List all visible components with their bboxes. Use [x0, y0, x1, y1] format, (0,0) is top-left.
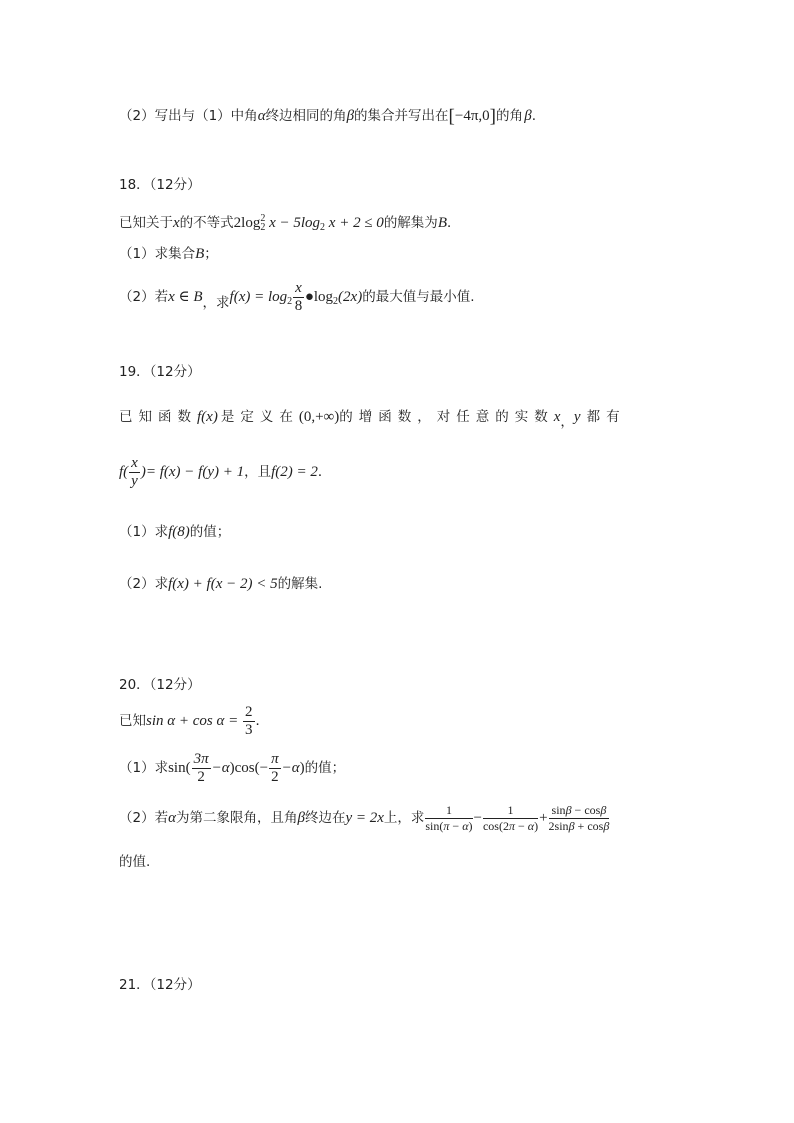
- log-base: 2: [287, 295, 293, 307]
- q20-part2-text: （2）若: [119, 809, 169, 826]
- var-x: x: [553, 409, 561, 425]
- q20-stem-text: ．: [255, 712, 269, 729]
- q18-part1: [119, 244, 218, 264]
- q17-part2-text: （2）写出与（1）中角: [119, 108, 258, 124]
- fraction-3pi-over-2: [192, 751, 211, 786]
- func-f-x-over-y: f( $\frac{x}{y}$ ): [119, 455, 146, 489]
- q18-part2-text: （2）若: [119, 288, 169, 305]
- alpha-symbol: α: [168, 809, 176, 826]
- q18-function: [229, 280, 363, 314]
- q17-part2-text: 的集合并写出在: [354, 108, 449, 124]
- frac-numerator: 2: [245, 704, 253, 720]
- frac-denominator: 2sinβ + cosβ: [548, 819, 610, 833]
- inequality-expr: f(x) + f(x − 2) < 5: [168, 576, 278, 592]
- var-x: x: [173, 215, 180, 231]
- q20-part1-text: 的值；: [304, 759, 346, 776]
- frac-denominator: 8: [294, 298, 303, 314]
- q18-part1-text: （1）求集合: [119, 246, 196, 262]
- q19-part1-text: 的值；: [189, 524, 231, 540]
- var-y: y: [573, 409, 581, 425]
- func-part: (2x): [338, 288, 363, 305]
- fraction-1-over-sin: [425, 803, 472, 834]
- q19-part2-text: （2）求: [119, 576, 169, 592]
- q19-part2: [119, 574, 322, 594]
- q20-header: 20．（12分）: [119, 677, 201, 693]
- q20-expression: $\frac{1}{\sin(\pi - \alpha)}$ − $\frac{1}{\cos(2\pi - \alpha)}$ + $\frac{\sin\beta - \cos\beta}{2\sin\beta + \cos\beta}$: [425, 803, 610, 833]
- q17-part2-text: .: [531, 108, 537, 124]
- beta-symbol: β: [346, 108, 355, 124]
- q18-inequality: [234, 215, 384, 231]
- func-part: f(x) = log: [229, 288, 288, 305]
- log-base: 2: [320, 222, 326, 233]
- condition-x-in-B: x ∈ B: [168, 288, 203, 305]
- q20-stem-text: 已知: [119, 712, 146, 729]
- frac-denominator: sin(π − α): [425, 819, 473, 833]
- q20-part2: [119, 803, 610, 834]
- q19-stem-text: ．: [317, 463, 332, 480]
- frac-denominator: cos(2π − α): [482, 819, 539, 833]
- q17-part2-text: 终边相同的角: [265, 108, 347, 124]
- q20-stem: [119, 704, 269, 739]
- frac-numerator: x: [131, 455, 138, 471]
- q20-part2-tail: 的值.: [119, 854, 151, 870]
- q18-header: 18．（12分）: [119, 177, 201, 193]
- func-fx: f(x): [197, 409, 218, 425]
- fraction-pi-over-2: [269, 751, 281, 786]
- q20-trig-product: sin( $\frac{3\pi}{2}$ −α)cos(− $\frac{\pi}{2}$ −α): [168, 751, 305, 785]
- fraction-x-over-y: [129, 455, 140, 490]
- q20-part2-text: 终边在: [304, 809, 346, 826]
- q20-part2-text: 为第二象限角，且角: [175, 809, 298, 826]
- log-power: 2: [260, 213, 266, 224]
- q19-part1-text: （1）求: [119, 524, 169, 540]
- frac-numerator: sinβ − cosβ: [549, 803, 610, 819]
- comma: ，: [560, 414, 574, 430]
- interval-value: −4π,0: [454, 108, 490, 124]
- fraction-two-thirds: [243, 704, 255, 739]
- frac-numerator: 3π: [193, 751, 209, 767]
- beta-symbol: β: [523, 108, 532, 124]
- q20-part1: [119, 751, 345, 786]
- frac-numerator: 1: [483, 803, 538, 819]
- q19-stem-text: 是定义在: [220, 409, 299, 425]
- q19-stem-line1: [119, 407, 626, 432]
- q19-stem-text: ，且: [244, 463, 272, 480]
- q19-stem-text: 已知函数: [119, 409, 197, 425]
- q17-part2-text: 的角: [496, 108, 523, 124]
- q19-header: 19．（12分）: [119, 364, 201, 380]
- domain-interval: (0,+∞): [298, 409, 340, 425]
- q18-stem: [119, 209, 460, 238]
- q18-stem-text: 已知关于: [119, 215, 173, 231]
- q19-stem-text: 都有: [586, 409, 626, 425]
- q20-part2-text: 上，求: [383, 809, 425, 826]
- value-f8: f(8): [168, 524, 190, 540]
- value-f2: f(2) = 2: [271, 463, 318, 480]
- q19-part1: [119, 522, 230, 542]
- q21-header: 21．（12分）: [119, 977, 201, 993]
- frac-numerator: x: [295, 280, 302, 296]
- q19-stem-text: 的增函数，对任意的实数: [339, 409, 554, 425]
- q18-stem-text: 的解集为: [383, 215, 438, 231]
- q18-part2-text: ，求: [202, 294, 230, 311]
- q19-stem-line2: [119, 455, 331, 490]
- dot-operator: ●: [304, 288, 314, 305]
- beta-symbol: β: [297, 809, 305, 826]
- frac-denominator: 3: [245, 722, 253, 738]
- set-B: B: [437, 215, 447, 231]
- q18-stem-text: 的不等式: [179, 215, 234, 231]
- q17-part2: [119, 106, 536, 127]
- q18-part2-text: 的最大值与最小值.: [362, 288, 475, 305]
- func-part: log: [313, 288, 334, 305]
- frac-numerator: π: [271, 751, 279, 767]
- fraction-1-over-cos: [483, 803, 538, 834]
- ineq-part: x + 2 ≤ 0: [328, 215, 384, 231]
- q20-condition: [146, 704, 256, 738]
- q18-part2: [119, 280, 475, 315]
- q18-part1-text: ；: [204, 246, 218, 262]
- fraction-x-over-8: [293, 280, 304, 315]
- ineq-part: x − 5log: [269, 215, 321, 231]
- log-base: 2: [260, 222, 266, 233]
- trig-sum: sin α + cos α =: [146, 712, 239, 729]
- functional-equation: = f(x) − f(y) + 1: [145, 463, 245, 480]
- q18-stem-text: ．: [446, 215, 461, 231]
- frac-denominator: y: [131, 473, 138, 489]
- line-equation: y = 2x: [345, 809, 384, 826]
- set-B: B: [195, 246, 205, 262]
- frac-numerator: 1: [425, 803, 472, 819]
- frac-denominator: 2: [197, 769, 205, 785]
- frac-denominator: 2: [271, 769, 279, 785]
- interval-bracket: [−4π,0]: [448, 106, 496, 127]
- q20-part1-text: （1）求: [119, 759, 169, 776]
- fraction-sin-cos-beta: [549, 803, 610, 834]
- q19-part2-text: 的解集.: [277, 576, 323, 592]
- alpha-symbol: α: [257, 108, 266, 124]
- log-base: 2: [333, 295, 339, 307]
- ineq-part: 2log: [233, 215, 261, 231]
